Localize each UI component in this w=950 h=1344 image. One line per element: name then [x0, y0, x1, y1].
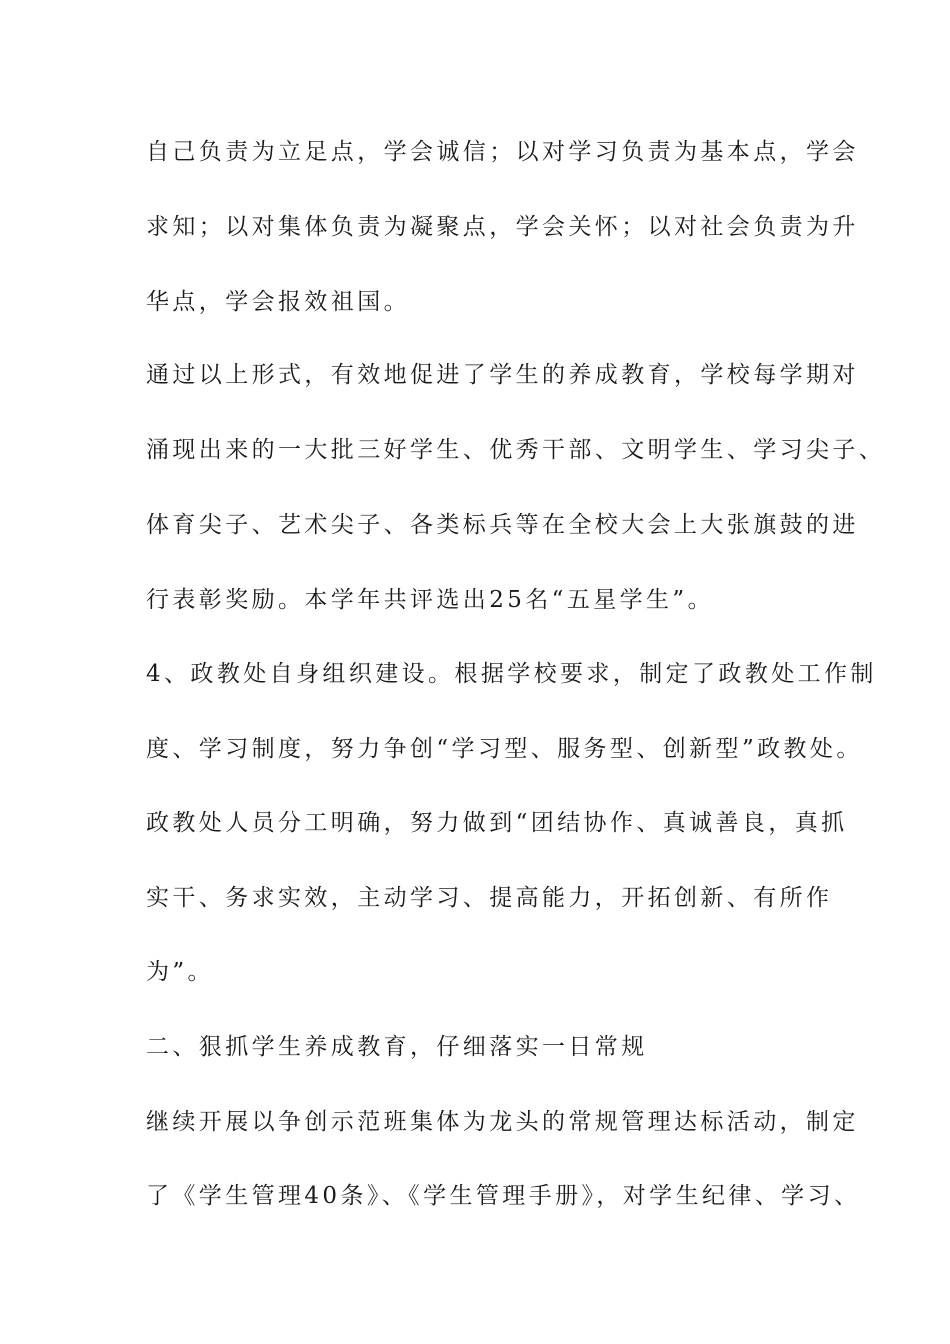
text-line: 华点，学会报效祖国。	[146, 289, 410, 315]
text-line: 政教处人员分工明确，努力做到“团结协作、真诚善良，真抓	[146, 810, 848, 836]
text-line: 4、政教处自身组织建设。根据学校要求，制定了政教处工作制	[146, 661, 877, 687]
text-line: 体育尖子、艺术尖子、各类标兵等在全校大会上大张旗鼓的进	[146, 512, 859, 538]
text-line: 求知；以对集体负责为凝聚点，学会关怀；以对社会负责为升	[146, 214, 859, 240]
text-line: 实干、务求实效，主动学习、提高能力，开拓创新、有所作	[146, 885, 833, 911]
text-line: 行表彰奖励。本学年共评选出25名“五星学生”。	[146, 587, 714, 613]
text-line: 度、学习制度，努力争创“学习型、服务型、创新型”政教处。	[146, 736, 863, 762]
text-line: 为”。	[146, 959, 214, 985]
text-line: 涌现出来的一大批三好学生、优秀干部、文明学生、学习尖子、	[146, 437, 886, 463]
text-line: 继续开展以争创示范班集体为龙头的常规管理达标活动，制定	[146, 1109, 859, 1135]
section-heading: 二、狠抓学生养成教育，仔细落实一日常规	[146, 1034, 648, 1060]
text-line: 自己负责为立足点，学会诚信；以对学习负责为基本点，学会	[146, 139, 859, 165]
text-line: 通过以上形式，有效地促进了学生的养成教育，学校每学期对	[146, 362, 859, 388]
text-line: 了《学生管理40条》、《学生管理手册》，对学生纪律、学习、	[146, 1183, 861, 1209]
